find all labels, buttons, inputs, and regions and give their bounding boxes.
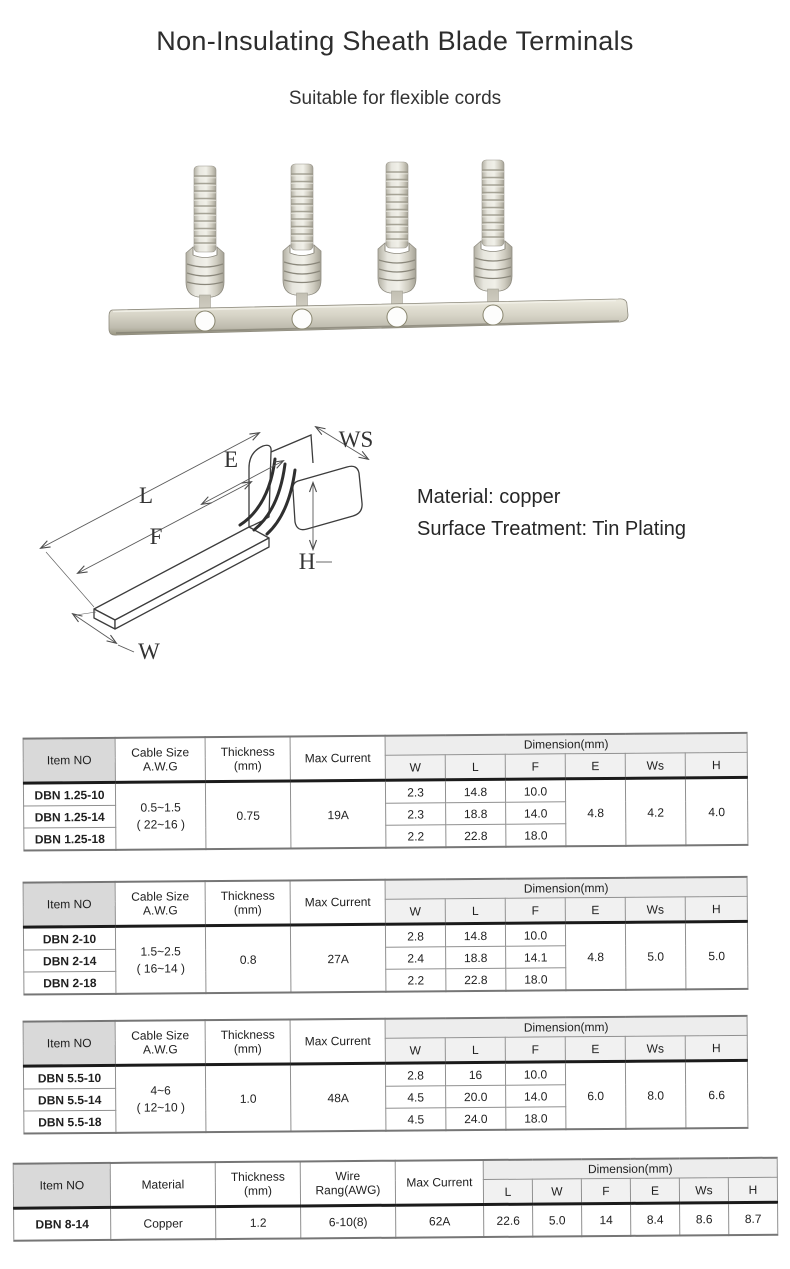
dim-header-w: W: [385, 1038, 445, 1063]
value-cell-l: 22.6: [484, 1204, 533, 1237]
col-header-max-current: Max Current: [290, 880, 385, 925]
dim-header-l: L: [483, 1179, 532, 1204]
label-e: E: [223, 447, 239, 472]
spec-table-dbn-2: [23, 876, 749, 996]
dim-header-h: H: [685, 896, 747, 921]
col-header-cable-size: Cable Size A.W.G: [115, 737, 205, 782]
carrier-strip: [109, 299, 628, 335]
surface-treatment-line: Surface Treatment: Tin Plating: [417, 518, 687, 541]
value-cell-l: 22.8: [446, 824, 506, 847]
dim-header-h: H: [685, 1035, 747, 1060]
value-cell-e: 4.8: [565, 922, 626, 990]
col-header-cable-size: Cable Size A.W.G: [115, 881, 205, 926]
spec-table-dbn-8-14: [13, 1157, 779, 1242]
max-current-cell: 62A: [396, 1205, 484, 1238]
label-f: F: [149, 524, 163, 549]
dim-header-ws: Ws: [625, 897, 685, 922]
dim-header-f: F: [505, 754, 565, 779]
thickness-cell: 1.2: [216, 1206, 301, 1239]
spec-table-dbn-1-25: [23, 732, 749, 852]
value-cell-ws: 8.6: [680, 1203, 729, 1236]
page-subtitle: Suitable for flexible cords: [288, 88, 502, 109]
value-cell-f: 10.0: [505, 779, 565, 802]
item-cell: DBN 2-10: [23, 926, 115, 950]
dim-header-f: F: [581, 1178, 630, 1203]
item-cell: DBN 5.5-14: [24, 1088, 116, 1111]
col-header-dimension: Dimension(mm): [385, 877, 747, 899]
value-cell-l: 16: [445, 1062, 505, 1085]
dimension-diagram: [16, 411, 411, 683]
dim-header-h: H: [685, 752, 747, 777]
col-header-item-no: Item NO: [13, 1163, 110, 1208]
cable-size-range: 1.5~2.5: [140, 944, 181, 959]
wire-rang-cell: 6-10(8): [301, 1205, 396, 1238]
material-line: Material: copper: [417, 486, 561, 508]
value-cell-w: 2.8: [385, 924, 445, 947]
label-h: H: [298, 549, 316, 574]
col-header-max-current: Max Current: [290, 736, 385, 781]
value-cell-w: 2.4: [386, 947, 446, 969]
col-header-wire-rang: Wire Rang(AWG): [300, 1161, 395, 1206]
value-cell-e: 8.4: [631, 1203, 680, 1236]
table-row: [23, 777, 747, 806]
col-header-item-no: Item NO: [23, 882, 115, 927]
diagram-section: [0, 411, 790, 683]
cable-size-awg: ( 22~16 ): [136, 816, 185, 832]
max-current-cell: 48A: [290, 1063, 386, 1131]
thickness-cell: 0.75: [205, 781, 291, 849]
table-row: [23, 921, 747, 950]
cable-size-cell: [115, 926, 206, 994]
spec-table-dbn-5-5: [23, 1015, 749, 1135]
dim-header-h: H: [728, 1177, 777, 1202]
label-ws: WS: [338, 427, 374, 452]
col-header-thickness: Thickness (mm): [215, 1161, 300, 1206]
dim-header-f: F: [505, 898, 565, 923]
value-cell-l: 22.8: [446, 968, 506, 991]
value-cell-f: 18.0: [506, 1107, 566, 1130]
cable-size-awg: ( 16~14 ): [136, 960, 185, 976]
col-header-cable-size: Cable Size A.W.G: [115, 1020, 205, 1065]
col-header-item-no: Item NO: [23, 738, 115, 783]
dim-header-ws: Ws: [625, 1036, 685, 1061]
cable-size-cell: [115, 782, 206, 850]
col-header-dimension: Dimension(mm): [385, 733, 747, 755]
value-cell-w: 2.2: [386, 969, 446, 992]
value-cell-f: 14.0: [506, 1085, 566, 1107]
terminal-outline: [94, 445, 362, 629]
value-cell-l: 14.8: [445, 923, 505, 946]
value-cell-w: 4.5: [386, 1108, 446, 1131]
dim-header-ws: Ws: [625, 753, 685, 778]
value-cell-l: 14.8: [445, 779, 505, 802]
page-title: Non-Insulating Sheath Blade Terminals: [156, 26, 634, 56]
max-current-cell: 19A: [290, 780, 386, 848]
value-cell-w: 2.8: [385, 1063, 445, 1086]
value-cell-f: 18.0: [506, 968, 566, 991]
value-cell-e: 6.0: [565, 1061, 626, 1129]
item-cell: DBN 1.25-10: [23, 782, 115, 806]
value-cell-ws: 5.0: [625, 922, 686, 990]
item-cell: DBN 5.5-18: [24, 1110, 116, 1133]
col-header-thickness: Thickness (mm): [205, 880, 290, 925]
value-cell-h: 6.6: [685, 1060, 748, 1128]
dim-header-l: L: [445, 898, 505, 923]
value-cell-l: 24.0: [446, 1107, 506, 1130]
max-current-cell: 27A: [290, 924, 386, 992]
col-header-thickness: Thickness (mm): [205, 1019, 290, 1064]
value-cell-f: 14.0: [506, 802, 566, 824]
dim-header-e: E: [565, 1036, 625, 1061]
dim-header-l: L: [445, 754, 505, 779]
material-cell: Copper: [111, 1207, 216, 1240]
cable-size-range: 4~6: [150, 1083, 171, 1098]
dim-header-w: W: [385, 755, 445, 780]
col-header-material: Material: [110, 1162, 215, 1207]
dim-header-e: E: [565, 753, 625, 778]
value-cell-ws: 8.0: [625, 1061, 686, 1129]
cable-size-cell: [115, 1065, 206, 1133]
col-header-item-no: Item NO: [23, 1021, 115, 1066]
value-cell-h: 8.7: [729, 1202, 778, 1235]
col-header-dimension: Dimension(mm): [385, 1016, 747, 1038]
value-cell-f: 10.0: [505, 1062, 565, 1085]
value-cell-l: 18.8: [446, 802, 506, 824]
label-w: W: [138, 639, 160, 664]
value-cell-f: 14.1: [506, 946, 566, 968]
label-l: L: [138, 483, 154, 508]
item-cell: DBN 1.25-18: [24, 827, 116, 850]
item-cell: DBN 2-14: [24, 949, 116, 972]
col-header-max-current: Max Current: [290, 1019, 385, 1064]
item-cell: DBN 8-14: [14, 1207, 111, 1240]
dim-header-e: E: [630, 1178, 679, 1203]
cable-size-awg: ( 12~10 ): [136, 1099, 185, 1115]
value-cell-h: 4.0: [685, 777, 748, 845]
col-header-max-current: Max Current: [395, 1160, 483, 1205]
value-cell-f: 18.0: [506, 824, 566, 847]
product-photo: [105, 150, 685, 365]
dim-header-f: F: [505, 1037, 565, 1062]
item-cell: DBN 1.25-14: [24, 805, 116, 828]
col-header-dimension: Dimension(mm): [483, 1158, 777, 1180]
item-cell: DBN 5.5-10: [23, 1065, 115, 1089]
item-cell: DBN 2-18: [24, 971, 116, 994]
value-cell-w: 4.5: [386, 1086, 446, 1108]
thickness-cell: 0.8: [205, 925, 291, 993]
dim-header-ws: Ws: [679, 1178, 728, 1203]
dim-header-e: E: [565, 897, 625, 922]
value-cell-w: 2.2: [386, 825, 446, 848]
dim-header-l: L: [445, 1037, 505, 1062]
value-cell-h: 5.0: [685, 921, 748, 989]
value-cell-ws: 4.2: [625, 778, 686, 846]
table-row: [23, 1060, 747, 1089]
dim-header-w: W: [532, 1179, 581, 1204]
cable-size-range: 0.5~1.5: [140, 800, 181, 815]
table-row: [14, 1202, 778, 1240]
value-cell-l: 20.0: [446, 1085, 506, 1107]
dim-header-w: W: [385, 899, 445, 924]
col-header-thickness: Thickness (mm): [205, 736, 290, 781]
material-info: [417, 481, 686, 683]
thickness-cell: 1.0: [205, 1064, 291, 1132]
value-cell-e: 4.8: [565, 778, 626, 846]
value-cell-w: 2.3: [386, 803, 446, 825]
dimension-lines: [41, 427, 368, 652]
value-cell-l: 18.8: [446, 946, 506, 968]
value-cell-f: 14: [582, 1203, 631, 1236]
value-cell-w: 2.3: [385, 780, 445, 803]
value-cell-w: 5.0: [533, 1204, 582, 1237]
value-cell-f: 10.0: [505, 923, 565, 946]
